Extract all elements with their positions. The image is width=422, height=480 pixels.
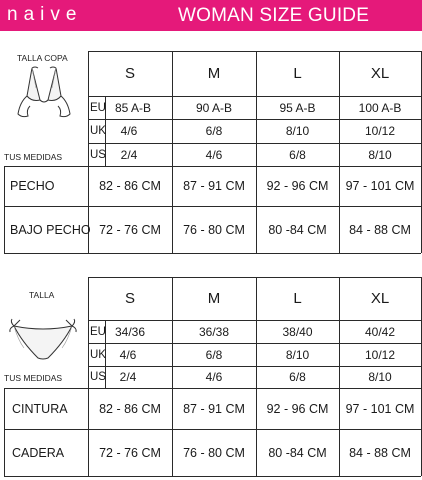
measure-label-bajo-pecho: BAJO PECHO (10, 222, 91, 237)
conversion-cell: 95 A-B (279, 100, 316, 115)
measurement-cell: 72 - 76 CM (99, 445, 161, 460)
measures-label: TUS MEDIDAS (4, 152, 63, 162)
conversion-cell: 85 A-B (114, 100, 152, 115)
measurement-cell: 82 - 86 CM (99, 401, 161, 416)
region-label-us: US (90, 148, 106, 161)
size-header-xl: XL (370, 65, 390, 82)
grid-line (4, 388, 5, 476)
conversion-cell: 6/8 (289, 147, 306, 162)
size-header-xl: XL (370, 290, 390, 307)
conversion-cell: 40/42 (364, 324, 396, 339)
conversion-cell: 38/40 (282, 324, 313, 339)
conversion-cell: 4/6 (205, 370, 223, 384)
size-header-l: L (293, 65, 302, 82)
measurement-cell: 92 - 96 CM (266, 179, 329, 193)
measurement-cell: 84 - 88 CM (349, 445, 411, 460)
region-label-uk: UK (90, 125, 106, 137)
conversion-cell: 10/12 (364, 347, 396, 362)
measure-label-cintura: CINTURA (12, 401, 68, 416)
conversion-cell: 90 A-B (195, 100, 233, 115)
measurement-cell: 82 - 86 CM (99, 179, 161, 193)
measures-label: TUS MEDIDAS (4, 373, 63, 383)
region-label-eu: EU (90, 325, 106, 338)
brand-logo: naive (7, 4, 83, 25)
conversion-cell: 10/12 (364, 124, 396, 138)
measurement-cell: 87 - 91 CM (183, 179, 245, 193)
measure-label-pecho: PECHO (10, 179, 55, 193)
size-header-s: S (124, 65, 135, 82)
conversion-cell: 6/8 (289, 370, 306, 384)
measurement-cell: 92 - 96 CM (266, 401, 329, 416)
grid-line (4, 253, 421, 254)
conversion-cell: 6/8 (205, 347, 223, 362)
measurement-cell: 80 -84 CM (268, 445, 327, 460)
measurement-cell: 72 - 76 CM (99, 222, 161, 237)
grid-line (4, 476, 421, 477)
conversion-cell: 6/8 (205, 124, 223, 138)
size-header-m: M (207, 65, 221, 82)
conversion-cell: 100 A-B (358, 100, 402, 115)
measure-label-cadera: CADERA (12, 445, 65, 460)
conversion-cell: 8/10 (368, 147, 392, 162)
page-title: WOMAN SIZE GUIDE (178, 5, 370, 26)
conversion-cell: 4/6 (120, 124, 138, 138)
measurement-cell: 97 - 101 CM (345, 179, 415, 193)
conversion-cell: 8/10 (285, 347, 310, 362)
measurement-cell: 84 - 88 CM (349, 222, 411, 237)
measurement-cell: 87 - 91 CM (183, 401, 245, 416)
conversion-cell: 2/4 (119, 370, 137, 384)
conversion-cell: 34/36 (114, 324, 146, 339)
size-header-m: M (207, 290, 221, 307)
measurement-cell: 76 - 80 CM (183, 222, 245, 237)
conversion-cell: 8/10 (285, 124, 310, 138)
measurement-cell: 80 -84 CM (268, 222, 327, 237)
size-header-s: S (124, 290, 135, 307)
conversion-cell: 36/38 (198, 324, 230, 339)
region-label-uk: UK (90, 348, 106, 361)
header-bar (0, 0, 422, 31)
size-header-l: L (293, 290, 302, 307)
conversion-cell: 2/4 (120, 147, 138, 162)
measurement-cell: 76 - 80 CM (183, 445, 245, 460)
conversion-cell: 8/10 (368, 370, 392, 384)
region-label-eu: EU (90, 101, 106, 114)
conversion-cell: 4/6 (205, 147, 223, 162)
category-label: TALLA (29, 290, 55, 300)
conversion-cell: 4/6 (119, 347, 137, 362)
bikini-top-icon (14, 66, 74, 136)
bikini-bottom-icon (8, 318, 78, 363)
measurement-cell: 97 - 101 CM (345, 401, 415, 416)
grid-line (4, 166, 5, 253)
category-label: TALLA COPA (17, 53, 68, 63)
region-label-us: US (90, 371, 106, 383)
